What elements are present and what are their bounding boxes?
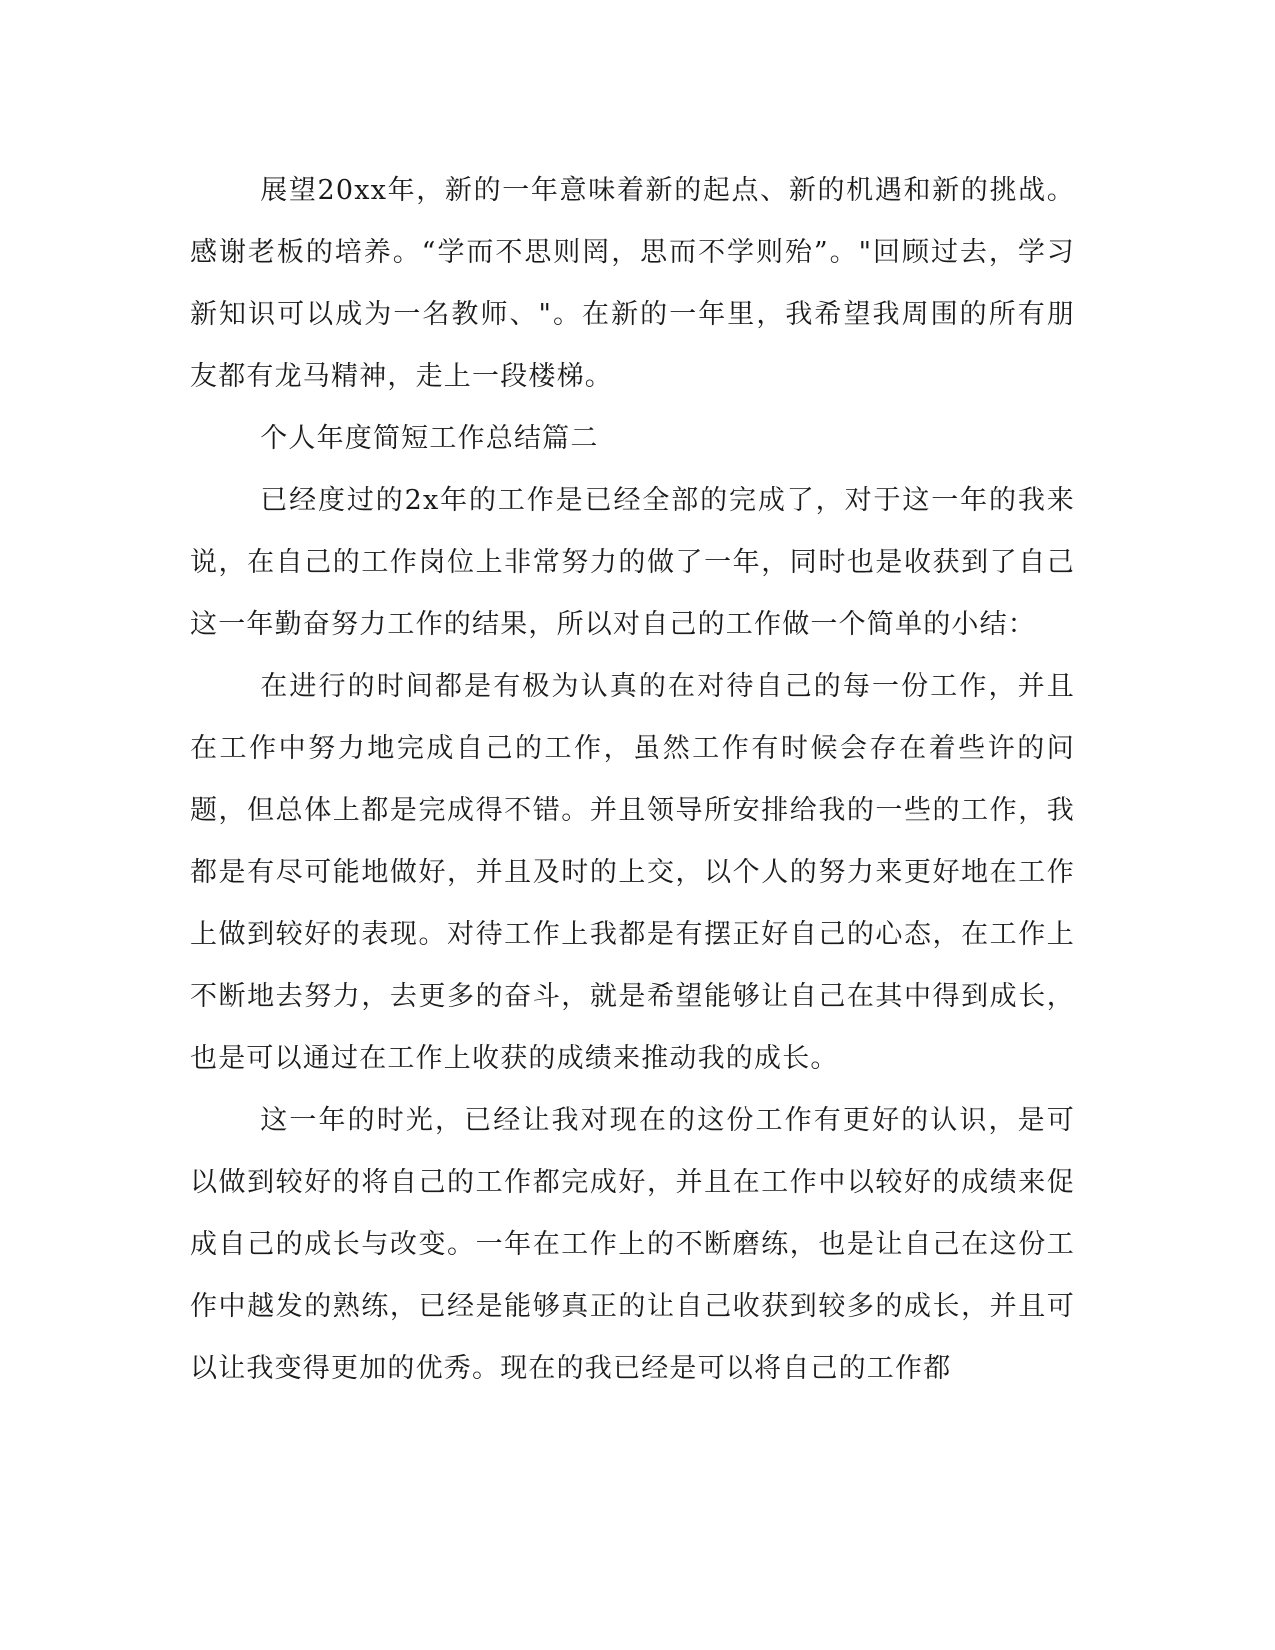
document-body <box>190 160 1075 1400</box>
paragraph-growth: 这一年的时光，已经让我对现在的这份工作有更好的认识，是可以做到较好的将自己的工作都完成好，并且在工作中以较好的成绩来促成自己的成长与改变。一年在工作上的不断磨练，也是让自己在这份工作中越发的熟练，已经是能够真正的让自己收获到较多的成长，并且可以让我变得更加的优秀。现在的我已经是可以将自己的工作都 <box>190 1105 1075 1384</box>
paragraph-work-attitude: 在进行的时间都是有极为认真的在对待自己的每一份工作，并且在工作中努力地完成自己的工作，虽然工作有时候会存在着些许的问题，但总体上都是完成得不错。并且领导所安排给我的一些的工作，我都是有尽可能地做好，并且及时的上交，以个人的努力来更好地在工作上做到较好的表现。对待工作上我都是有摆正好自己的心态，在工作上不断地去努力，去更多的奋斗，就是希望能够让自己在其中得到成长，也是可以通过在工作上收获的成绩来推动我的成长。 <box>190 671 1075 1074</box>
paragraph-outlook: 展望20xx年，新的一年意味着新的起点、新的机遇和新的挑战。感谢老板的培养。“学而不思则罔，思而不学则殆”。"回顾过去，学习新知识可以成为一名教师、"。在新的一年里，我希望我周围的所有朋友都有龙马精神，走上一段楼梯。 <box>190 175 1075 392</box>
section-heading: 个人年度简短工作总结篇二 <box>260 423 599 454</box>
paragraph-intro: 已经度过的2x年的工作是已经全部的完成了，对于这一年的我来说，在自己的工作岗位上非常努力的做了一年，同时也是收获到了自己这一年勤奋努力工作的结果，所以对自己的工作做一个简单的小结： <box>190 485 1075 640</box>
